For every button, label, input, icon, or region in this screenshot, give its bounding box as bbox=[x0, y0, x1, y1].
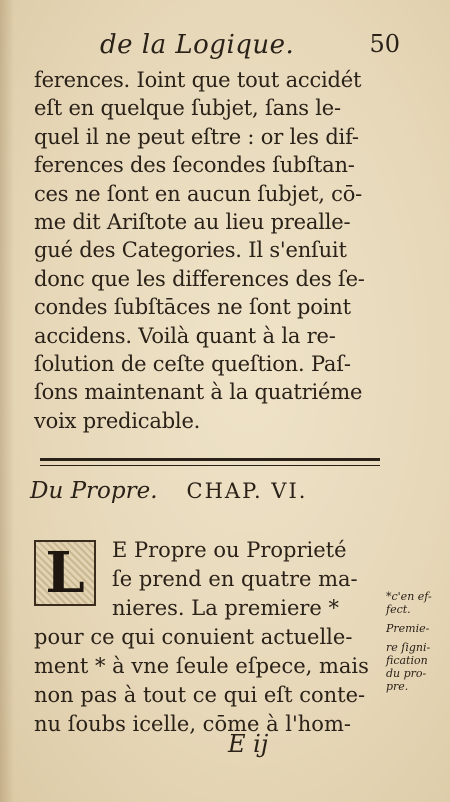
text-line: ment * à vne ſeule eſpece, mais bbox=[34, 654, 369, 678]
margin-notes bbox=[386, 590, 446, 693]
text-line: ces ne ſont en aucun ſubjet, cō- bbox=[34, 181, 363, 206]
text-line: eſt en quelque ſubjet, ſans le- bbox=[34, 96, 341, 121]
text-line: nieres. La premiere * bbox=[112, 596, 340, 620]
text-line: E Propre ou Proprieté bbox=[112, 538, 347, 562]
text-line: non pas à tout ce qui eſt conte- bbox=[34, 683, 366, 707]
text-line: nu ſoubs icelle, cōme à l'hom- bbox=[34, 712, 351, 736]
margin-note: fication bbox=[386, 654, 428, 667]
drop-cap-letter: L bbox=[45, 540, 85, 606]
paragraph-2 bbox=[34, 536, 379, 739]
ornamental-initial bbox=[34, 540, 96, 606]
page-number: 50 bbox=[369, 30, 400, 58]
margin-note: *c'en ef- bbox=[386, 590, 432, 603]
text-line: me dit Ariſtote au lieu prealle- bbox=[34, 210, 351, 235]
text-line: voix predicable. bbox=[34, 408, 201, 433]
text-line: condes ſubſtāces ne ſont point bbox=[34, 295, 351, 320]
text-line: ferences des ſecondes ſubſtan- bbox=[34, 153, 355, 178]
page-header bbox=[100, 30, 400, 64]
text-line: pour ce qui conuient actuelle- bbox=[34, 625, 353, 649]
chapter-number: CHAP. VI. bbox=[186, 479, 308, 503]
text-line: ſolution de ceſte queſtion. Paſ- bbox=[34, 352, 351, 377]
signature-mark: E ij bbox=[228, 730, 269, 758]
text-line: accidens. Voilà quant à la re- bbox=[34, 323, 336, 348]
margin-note: re ſigni- bbox=[386, 641, 431, 654]
text-line: donc que les differences des ſe- bbox=[34, 266, 365, 291]
text-line: ferences. Ioint que tout accidét bbox=[34, 68, 362, 92]
margin-note: fect. bbox=[386, 603, 411, 616]
running-head: de la Logique. bbox=[100, 30, 295, 60]
chapter-heading bbox=[30, 478, 390, 504]
margin-note: Premie- bbox=[386, 622, 430, 635]
paragraph-1 bbox=[34, 66, 374, 435]
chapter-title: Du Propre. bbox=[30, 478, 158, 504]
text-line: quel il ne peut eſtre : or les dif- bbox=[34, 124, 359, 149]
margin-note: du pro- bbox=[386, 667, 427, 680]
margin-note: pre. bbox=[386, 680, 409, 693]
text-line: gué des Categories. Il s'enſuit bbox=[34, 238, 347, 263]
text-line: ſons maintenant à la quatriéme bbox=[34, 380, 363, 405]
text-line: ſe prend en quatre ma- bbox=[112, 567, 358, 591]
section-divider bbox=[40, 458, 380, 466]
